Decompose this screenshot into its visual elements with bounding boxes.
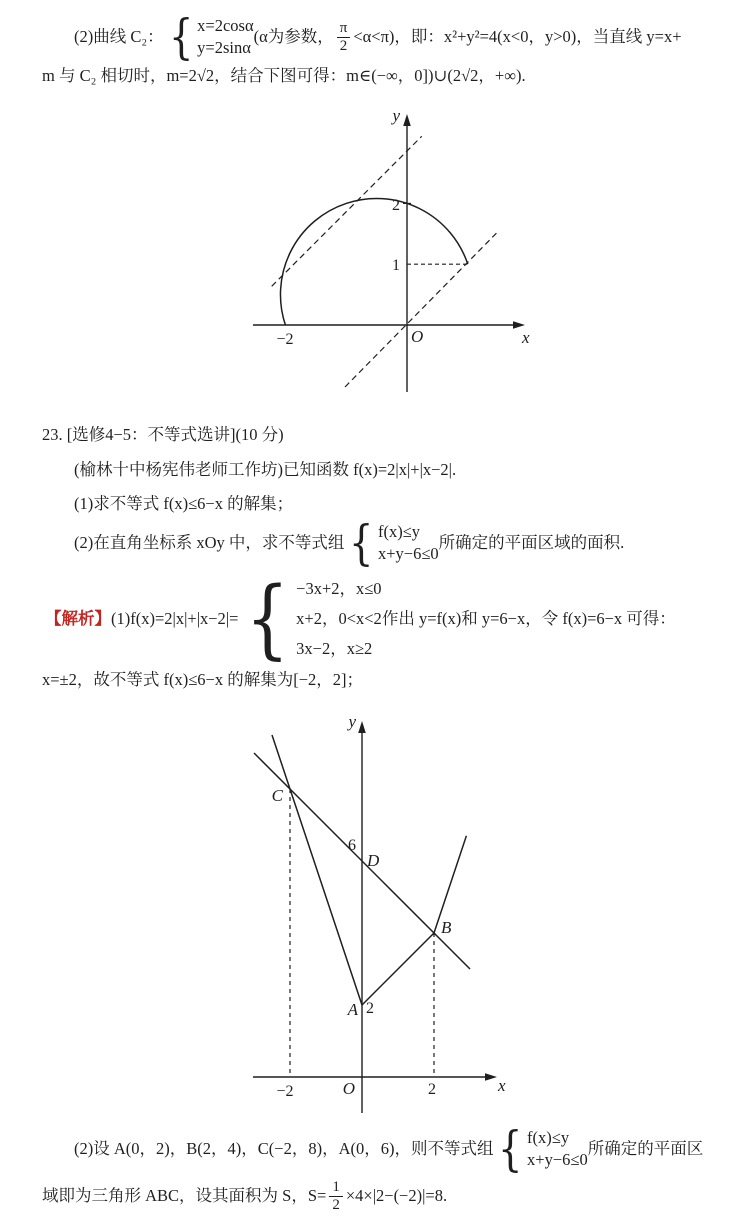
solution-line1	[45, 569, 676, 669]
fig2-origin-label: O	[342, 1079, 355, 1098]
piece-1: −3x+2，x≤0	[296, 579, 382, 598]
fig2-point-B-label: B	[441, 918, 452, 937]
system-line-2: x+y−6≤0	[527, 1150, 588, 1169]
solution-s3-tail: 所确定的平面区	[587, 1139, 704, 1158]
p23-part1: (1)求不等式 f(x)≤6−x 的解集；	[74, 494, 294, 513]
fig1-label-2: 2	[392, 197, 400, 214]
p22-line1-mid: (α为参数，	[253, 27, 334, 46]
fig2-point-D-label: D	[367, 851, 380, 870]
fig2-label-2-axis: 2	[428, 1081, 436, 1098]
fig2-point-A-label: A	[347, 1000, 358, 1019]
p22-line1-lead: (2)曲线 C₂：	[74, 27, 164, 46]
p23-part2-tail: 所确定的平面区域的面积.	[438, 533, 625, 552]
fraction-denominator: 2	[339, 37, 348, 54]
solution-s4-tail: ×4×|2−(−2)|=8.	[345, 1186, 448, 1205]
p23-header: 23. [选修4−5：不等式选讲](10 分)	[42, 425, 284, 444]
p23-inequality-system	[378, 521, 439, 565]
fig1-line-y-equals-x-dashed	[345, 233, 496, 387]
p22-line1-tail: <α<π)，即：x²+y²=4(x<0，y>0)，当直线 y=x+	[353, 27, 682, 46]
one-half-fraction	[329, 1179, 343, 1214]
fig1-label-neg2: −2	[276, 331, 294, 348]
fig1-y-axis-label: y	[392, 106, 400, 125]
p23-part2	[74, 516, 624, 570]
p22-line2: m 与 C₂ 相切时，m=2√2，结合下图可得：m∈(−∞，0])∪(2√2，+∞).	[42, 66, 526, 85]
fig2-y-arrow-icon	[358, 721, 366, 733]
system-line-1: f(x)≤y	[527, 1128, 570, 1147]
fig2-y-axis-label: y	[348, 712, 356, 731]
parametric-x: x=2cosα	[197, 16, 254, 35]
fig2-label-2-vertex: 2	[366, 1000, 374, 1017]
fig2-f-left-branch	[272, 735, 362, 1005]
system-line-2: x+y−6≤0	[377, 544, 439, 563]
piecewise-definition	[296, 574, 382, 664]
fraction-denominator: 2	[332, 1196, 340, 1213]
left-brace: {	[349, 515, 374, 571]
solution-line2: x=±2，故不等式 f(x)≤6−x 的解集为[−2，2]；	[42, 670, 364, 689]
fig2-point-C-label: C	[271, 786, 283, 805]
solution-line3	[74, 1122, 703, 1176]
fig2-x-arrow-icon	[485, 1073, 497, 1081]
fig2-x-axis-label: x	[498, 1076, 506, 1095]
parametric-y: y=2sinα	[197, 38, 251, 57]
fig1-y-arrow-icon	[403, 114, 411, 126]
solution-s4-lead: 域即为三角形 ABC，设其面积为 S，S=	[42, 1186, 327, 1205]
system-line-1: f(x)≤y	[377, 522, 420, 541]
solution-s3-lead: (2)设 A(0，2)，B(2，4)，C(−2，8)，A(0，6)，则不等式组	[74, 1139, 494, 1158]
piece-3: 3x−2，x≥2	[296, 639, 373, 658]
left-brace: {	[168, 9, 194, 65]
p23-source: (榆林十中杨宪伟老师工作坊)已知函数 f(x)=2|x|+|x−2|.	[74, 460, 457, 479]
left-brace: {	[245, 569, 290, 669]
fig1-semicircle-arc	[280, 198, 467, 325]
fig1-origin-label: O	[411, 327, 424, 346]
piece-2: x+2，0<x<2	[296, 609, 382, 628]
fig2-label-6: 6	[348, 837, 356, 854]
fig1-label-1: 1	[392, 257, 400, 274]
p23-part2-lead: (2)在直角坐标系 xOy 中，求不等式组	[74, 533, 345, 552]
figure-triangle-region	[240, 712, 520, 1115]
figure-semicircle-tangent	[243, 105, 535, 405]
solution-s1-tail: 作出 y=f(x)和 y=6−x，令 f(x)=6−x 可得：	[381, 609, 676, 628]
p22-line1	[74, 10, 682, 64]
fraction-numerator: π	[337, 20, 351, 38]
solution-line4	[42, 1176, 447, 1216]
fig1-x-axis-label: x	[522, 328, 530, 347]
pi-over-2-fraction	[337, 20, 351, 55]
fraction-numerator: 1	[329, 1179, 343, 1197]
solution-tag: 【解析】	[45, 609, 111, 628]
left-brace: {	[498, 1121, 523, 1177]
solution-inequality-system	[527, 1127, 588, 1171]
p22-parametric-system	[197, 15, 253, 59]
solution-s1-lead: (1)f(x)=2|x|+|x−2|=	[111, 609, 239, 628]
fig2-label-neg2: −2	[276, 1083, 294, 1100]
